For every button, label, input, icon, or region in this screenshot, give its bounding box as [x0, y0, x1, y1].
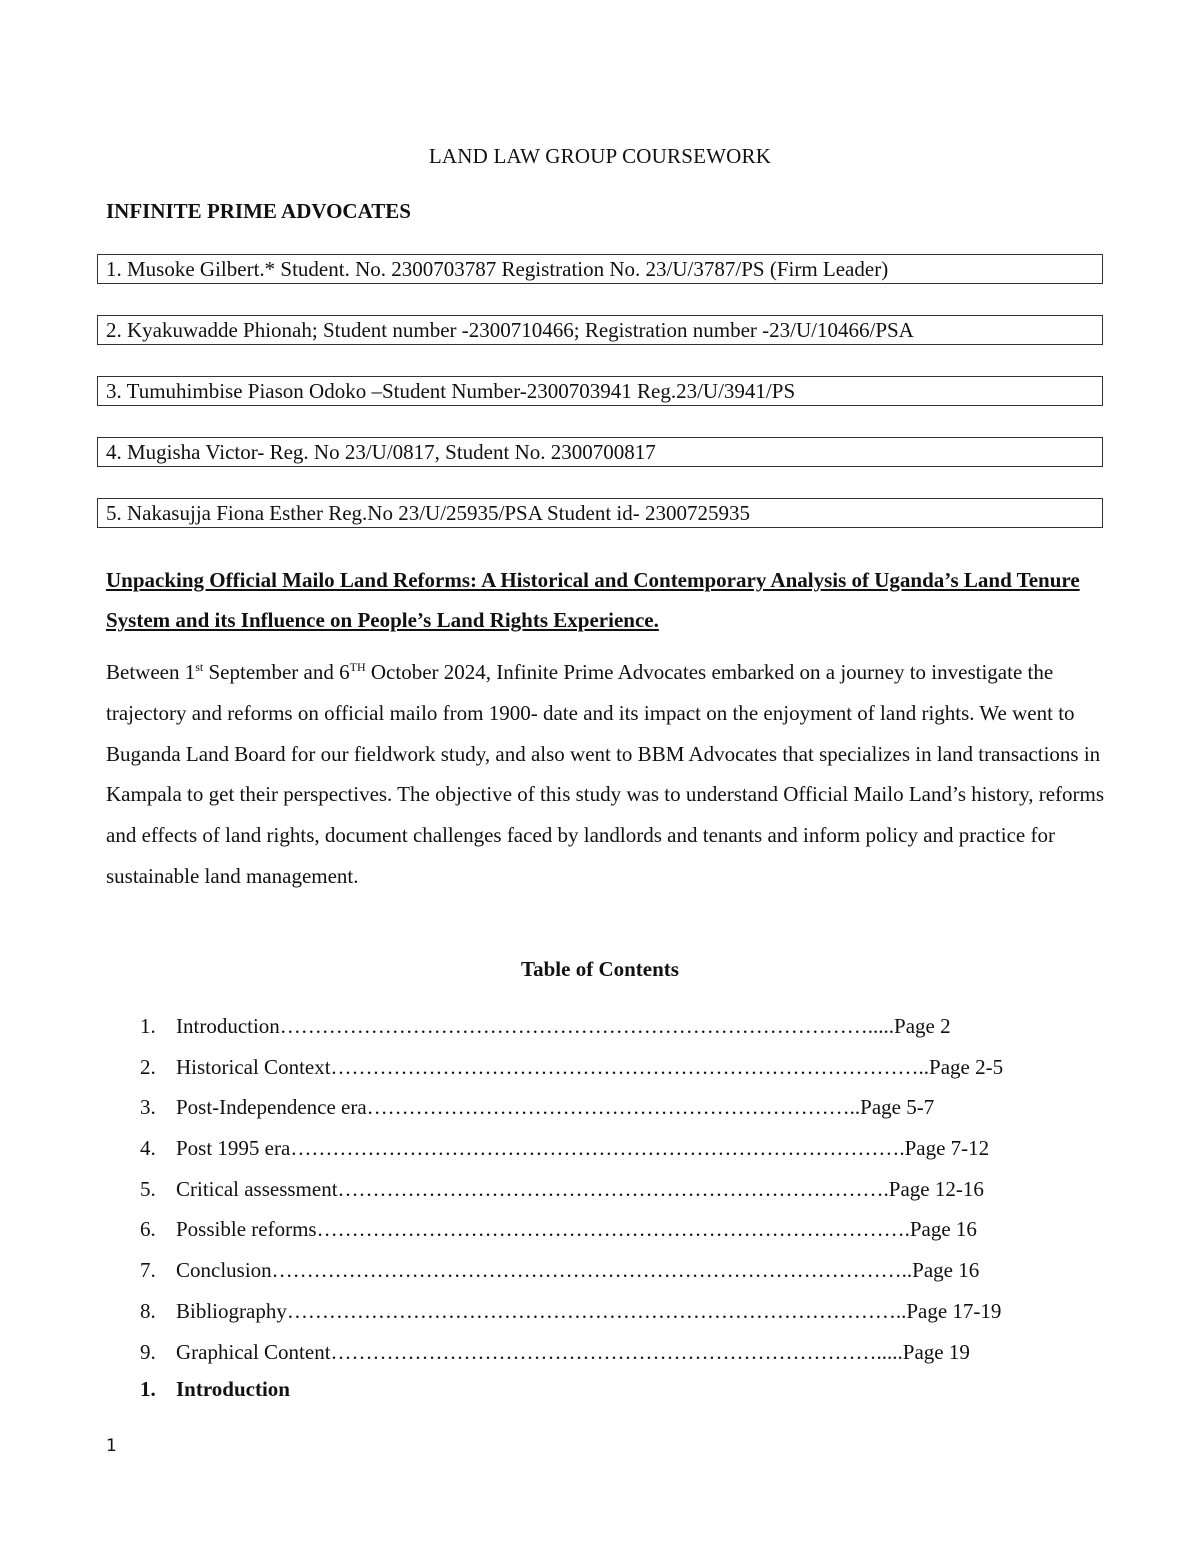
toc-text: Graphical Content…………………………………………………………………….....Page 19 — [176, 1339, 970, 1364]
toc-item — [140, 1295, 1002, 1336]
toc-item — [140, 1254, 980, 1295]
member-row — [97, 376, 1103, 406]
firm-name: INFINITE PRIME ADVOCATES — [106, 199, 411, 223]
toc-text: Conclusion………………………………………………………………………………..Page 16 — [176, 1258, 980, 1283]
toc-number: 4. — [140, 1136, 156, 1161]
member-text: 1. Musoke Gilbert.* Student. No. 2300703787 Registration No. 23/U/3787/PS (Firm Leader) — [106, 257, 889, 281]
toc-item — [140, 1336, 970, 1377]
toc-item — [140, 1173, 984, 1214]
member-row — [97, 315, 1103, 345]
toc-number: 1. — [140, 1014, 156, 1038]
toc-text: Bibliography……………………………………………………………………………..Page 17-19 — [176, 1298, 1002, 1323]
toc-number: 5. — [140, 1176, 156, 1201]
member-text: 3. Tumuhimbise Piason Odoko –Student Number-2300703941 Reg.23/U/3941/PS — [106, 379, 796, 403]
page-number: 1 — [106, 1436, 117, 1456]
member-row — [97, 498, 1103, 528]
member-text: 5. Nakasujja Fiona Esther Reg.No 23/U/25935/PSA Student id- 2300725935 — [106, 501, 750, 525]
toc-number: 3. — [140, 1095, 156, 1120]
member-row — [97, 437, 1103, 467]
toc-text: Historical Context…………………………………………………………………………..Page 2-5 — [176, 1054, 1004, 1079]
toc-number: 8. — [140, 1298, 156, 1323]
toc-item — [140, 1132, 990, 1173]
member-text: 2. Kyakuwadde Phionah; Student number -2300710466; Registration number -23/U/10466/PSA — [106, 318, 914, 342]
toc-text: Critical assessment…………………………………………………………………….Page 12-16 — [176, 1176, 984, 1201]
toc-text: Possible reforms………………………………………………………………………….Page 16 — [176, 1217, 977, 1242]
member-row — [97, 254, 1103, 284]
member-text: 4. Mugisha Victor- Reg. No 23/U/0817, Student No. 2300700817 — [106, 440, 656, 464]
toc-number: 7. — [140, 1258, 156, 1283]
toc-text: Post 1995 era…………………………………………………………………………….Page 7-12 — [176, 1136, 990, 1161]
intro-text-2: September and 6 — [203, 660, 350, 684]
member-list — [97, 254, 1103, 559]
toc-item — [140, 1051, 1004, 1092]
intro-text-3: October 2024, Infinite Prime Advocates embarked on a journey to investigate the trajectory and reforms on official mailo from 1900- date and its impact on the enjoyment of land rights. We went to Buganda Land Board for our fieldwork study, and also went to BBM Advocates that specializes in land transactions in Kampala to get their perspectives. The objective of this study was to understand Official Mailo Land’s history, reforms and effects of land rights, document challenges faced by landlords and tenants and inform policy and practice for sustainable land management. — [106, 660, 1105, 888]
toc-item — [140, 1091, 935, 1132]
essay-heading: Unpacking Official Mailo Land Reforms: A Historical and Contemporary Analysis of Uganda’s Land Tenure System and its Influence on People’s Land Rights Experience. — [106, 568, 1080, 632]
toc-item — [140, 1010, 951, 1051]
toc-number: 2. — [140, 1054, 156, 1079]
section-number: 1. — [140, 1377, 156, 1401]
table-of-contents — [140, 1010, 1004, 1376]
ordinal-suffix: st — [195, 660, 204, 674]
document-title: LAND LAW GROUP COURSEWORK — [428, 144, 772, 168]
toc-text: Introduction………………………………………………………………………….....Page 2 — [176, 1014, 951, 1038]
toc-text: Post-Independence era……………………………………………………………..Page 5-7 — [176, 1095, 935, 1120]
toc-item — [140, 1213, 977, 1254]
intro-paragraph — [106, 652, 1106, 897]
toc-number: 6. — [140, 1217, 156, 1242]
intro-text-1: Between 1 — [106, 660, 196, 684]
section-title: Introduction — [176, 1377, 290, 1401]
toc-title: Table of Contents — [521, 957, 679, 981]
toc-number: 9. — [140, 1339, 156, 1364]
ordinal-suffix: TH — [349, 660, 366, 674]
